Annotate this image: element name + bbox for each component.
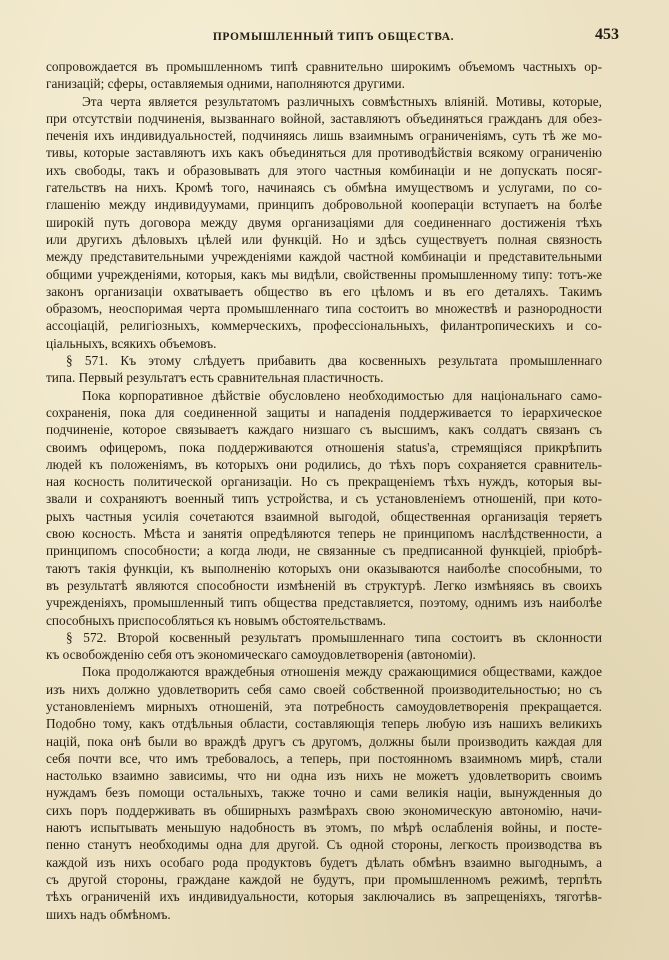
- text-line: людей къ положеніямъ, въ которыхъ они родились, до тѣхъ поръ сохраняется сравнитель-: [46, 456, 602, 472]
- text-line: установленіемъ мирныхъ отношеній, эта потребность самоудовлетворенія прекращается.: [46, 698, 602, 714]
- text-line: нуждамъ безъ помощи остальныхъ, также точно и сами великія націи, вынужденныя до: [46, 785, 602, 801]
- text-line: § 571. Къ этому слѣдуетъ прибавить два косвенныхъ результата промышленнаго: [66, 353, 602, 369]
- text-line: гательствъ на нихъ. Кромѣ того, начинаясь съ обмѣна имуществомъ и услугами, по со-: [46, 180, 602, 196]
- text-line: шихъ надъ обмѣномъ.: [46, 906, 171, 922]
- text-line: Эта черта является результатомъ различныхъ совмѣстныхъ вліяній. Мотивы, которые,: [82, 93, 602, 109]
- text-line: себя почти все, что имъ требовалось, а теперь, при постоянномъ взаимномъ мирѣ, стали: [46, 750, 602, 766]
- text-line: Пока корпоративное дѣйствіе обусловлено необходимостью для національнаго само-: [82, 387, 602, 403]
- text-line: типа. Первый результатъ есть сравнительная пластичность.: [46, 370, 384, 386]
- text-line: сохраненія, пока для соединенной защиты и нападенія поддерживается то іерархическое: [46, 404, 602, 420]
- page-header: [48, 26, 619, 48]
- text-line: общими учрежденіями, которыя, какъ мы видѣли, свойственны промышленному типу: тотъ-же: [46, 266, 602, 282]
- text-line: подчиненіе, которое связываетъ каждаго низшаго съ высшимъ, какъ солдатъ связанъ съ: [46, 422, 602, 438]
- text-line: образомъ, неоспоримая черта промышленнаго типа состоитъ во множествѣ и разнородности: [46, 301, 602, 317]
- text-line: ихъ свободы, такъ и образовывать для этого частныя комбинаціи и не допускать посяг-: [46, 162, 602, 178]
- text-line: глашенію между индивидуумами, принципъ добровольной коопераціи вступаетъ на болѣе: [46, 197, 602, 213]
- text-line: или другихъ дѣловыхъ цѣлей или функцій. Но и здѣсь существуетъ полная связность: [46, 231, 602, 247]
- text-line: настолько взаимно зависимы, что ни одна изъ нихъ не можетъ удовлетворить своимъ: [46, 768, 602, 784]
- text-line: націй, пока онѣ были во враждѣ другъ съ другомъ, должны были производить каждая для: [46, 733, 602, 749]
- text-line: сихъ поръ поддерживать въ обширныхъ размѣрахъ свою экономическую автономію, начи-: [46, 802, 602, 818]
- text-line: сопровождается въ промышленномъ типѣ сравнительно широкимъ объемомъ частныхъ ор-: [46, 59, 602, 74]
- text-line: своимъ офицеромъ, пока поддерживаются отношенія status'а, стремящіяся прикрѣпить: [46, 439, 602, 455]
- text-line: наютъ испытывать меньшую надобность въ этомъ, по мѣрѣ ослабленія войны, и посте-: [46, 820, 602, 836]
- text-line: ціальныхъ, всякихъ объемовъ.: [46, 335, 217, 351]
- text-line: таютъ такія функціи, къ выполненію которыхъ они оказываются наиболѣе способными, то: [46, 560, 602, 576]
- text-line: ассоціацій, религіозныхъ, коммерческихъ, профессіональныхъ, филантропическихъ и со-: [46, 318, 602, 334]
- text-line: законъ организаціи охватываетъ общество въ его цѣломъ и въ его деталяхъ. Такимъ: [46, 283, 602, 299]
- text-line: свою косность. Мѣста и занятія опредѣляются теперь не принципомъ наслѣдственности, а: [46, 526, 602, 542]
- text-line: къ освобожденію себя отъ экономическаго самоудовлетворенія (автономіи).: [46, 647, 476, 663]
- text-line: принципомъ способности; а когда люди, не связанные съ предписанной функціей, пріобрѣ-: [46, 543, 602, 559]
- text-line: каждой изъ нихъ особаго рода продуктовъ будетъ дѣлать обмѣнъ взаимно выгоднымъ, а: [46, 854, 602, 870]
- text-line: тивы, которые заставляютъ ихъ какъ объединяться для противодѣйствія всякому ограниченію: [46, 145, 602, 161]
- text-line: Пока продолжаются враждебныя отношенія между сражающимися обществами, каждое: [82, 664, 602, 680]
- body-text: [46, 58, 602, 923]
- text-line: при отсутствіи подчиненія, вызваннаго войной, заставляютъ объединяться гражданъ для обез-: [46, 110, 602, 126]
- text-line: способныхъ приспособляться къ новымъ обстоятельствамъ.: [46, 612, 386, 628]
- text-line: рыхъ частныя усилія сочетаются взаимной выгодой, общественная организація теряетъ: [46, 508, 602, 524]
- running-title: ПРОМЫШЛЕННЫЙ ТИПЪ ОБЩЕСТВА.: [212, 31, 455, 43]
- text-line: § 572. Второй косвенный результатъ промышленнаго типа состоитъ въ склонности: [66, 629, 602, 645]
- text-line: тѣхъ ограниченій ихъ индивидуальности, которыя заключались въ запрещеніяхъ, тяготѣв-: [46, 889, 602, 905]
- text-line: между представительными учрежденіями каждой частной комбинаціи и представительными: [46, 249, 602, 265]
- text-line: пенно станутъ необходимы одна для другой. Съ одной стороны, легкость производства въ: [46, 837, 602, 853]
- text-line: печенія ихъ индивидуальностей, подчиняясь лишь взаимнымъ ограниченіямъ, суть тѣ же мо-: [46, 128, 602, 144]
- text-line: ная косность политической организаціи. Но съ прекращеніемъ тѣхъ нуждъ, которыя вы-: [46, 474, 602, 490]
- text-line: Подобно тому, какъ отдѣльныя области, составляющія теперь любую изъ нашихъ великихъ: [46, 716, 602, 732]
- text-line: широкій путь договора между двумя организаціями для соединеннаго достиженія тѣхъ: [46, 214, 602, 230]
- text-line: учрежденіяхъ, промышленный типъ общества представляется, поэтому, однимъ изъ наиболѣе: [46, 595, 602, 611]
- text-line: изъ нихъ должно удовлетворить себя само своей собственной производительностью; но съ: [46, 681, 602, 697]
- text-line: ганизацій; сферы, оставляемыя одними, наполняются другими.: [46, 76, 405, 92]
- text-line: съ другой стороны, граждане каждой не будутъ, при промышленномъ режимѣ, терпѣть: [46, 871, 602, 887]
- text-line: звали и сохраняютъ военный типъ устройства, и съ установленіемъ отношеній, при кото-: [46, 491, 602, 507]
- text-line: въ результатѣ являются способности измѣненій въ структурѣ. Легко измѣняясь въ своихъ: [46, 577, 602, 593]
- page-number: 453: [595, 26, 619, 43]
